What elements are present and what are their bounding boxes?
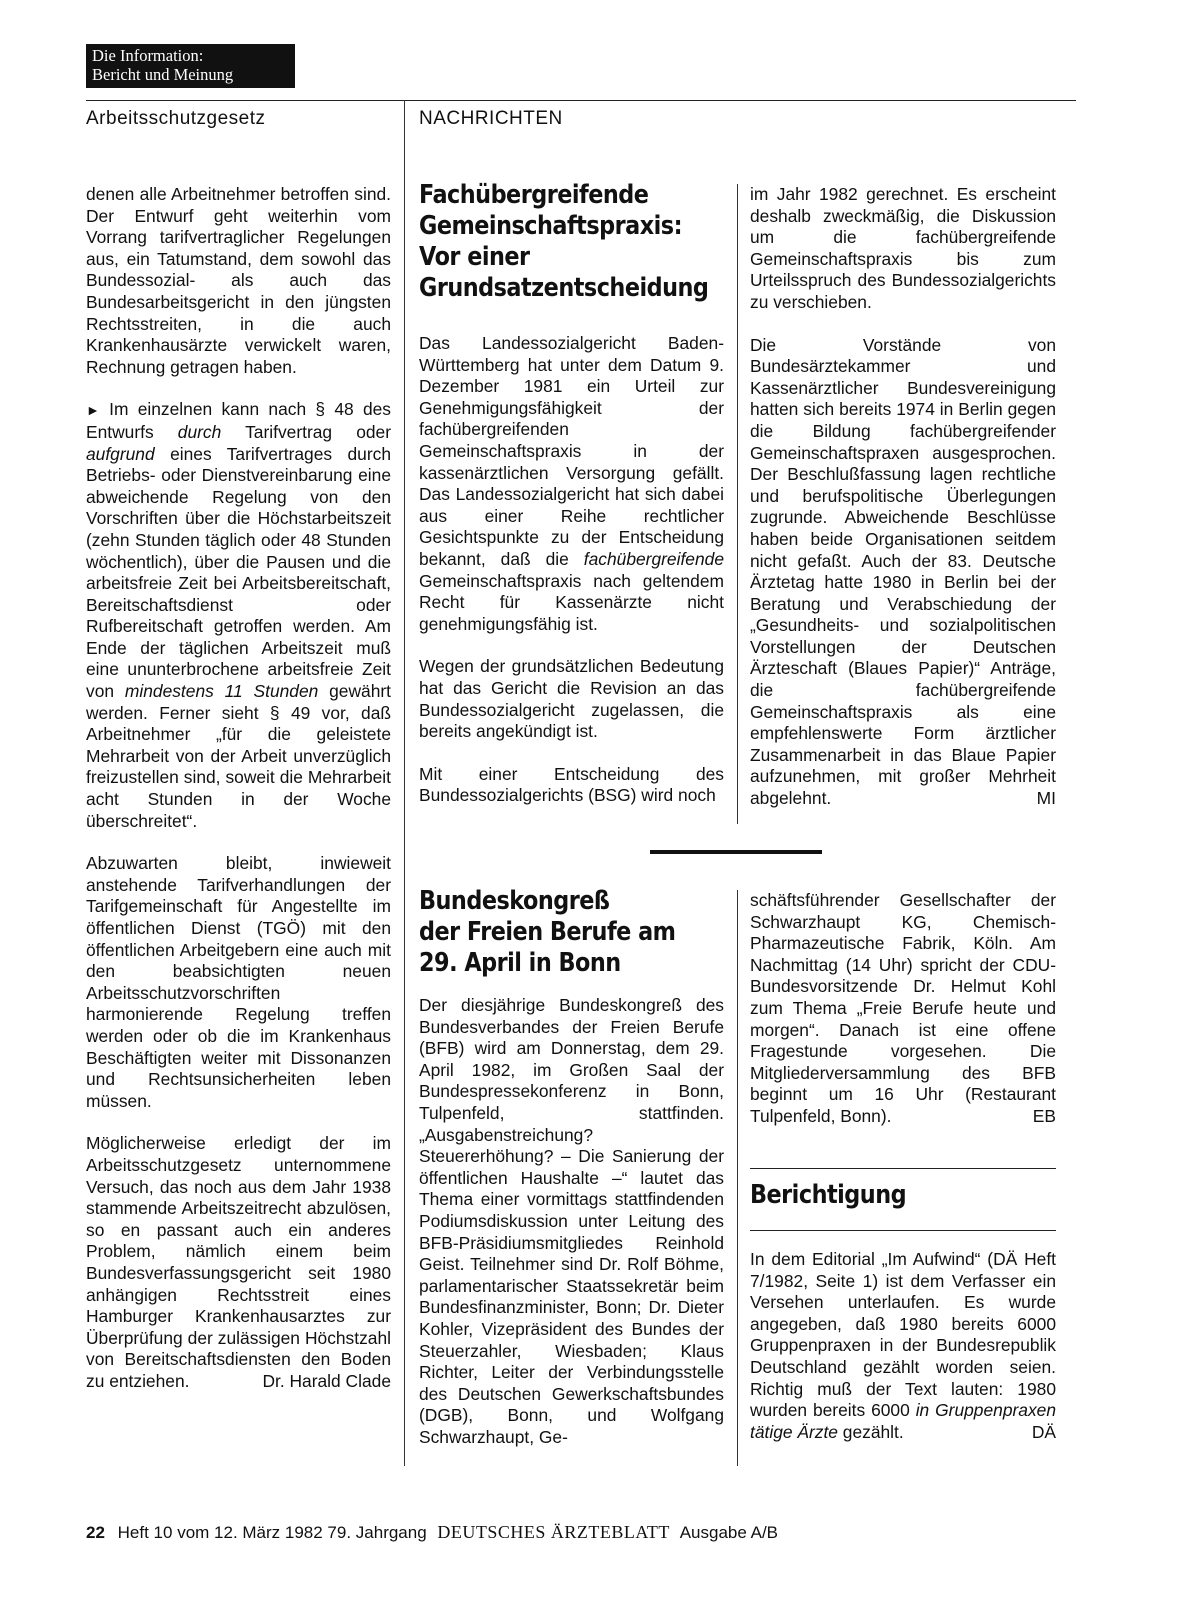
article1-headline: Fachübergreifende Gemeinschaftspraxis: Vor einer Grundsatzentscheidung — [419, 180, 709, 303]
right-section-title: NACHRICHTEN — [419, 108, 563, 129]
article2-paragraph-1: Der diesjährige Bundeskongreß des Bundesverbandes der Freien Berufe (BFB) wird am Donnerstag, dem 29. April 1982, im Großen Saal der Bundespressekonferenz in Bonn, Tulpenfeld, stattfinden. „Ausgabenstreichung? Steuererhöhung? – Die Sanierung der öffentlichen Haushalte –“ lautet das Thema einer vormittags stattfindenden Podiumsdiskussion unter Leitung des BFB-Präsidiumsmitgliedes Reinhold Geist. Teilnehmer sind Dr. Rolf Böhme, parlamentarischer Staatssekretär beim Bundesfinanzminister, Bonn; Dr. Dieter Kohler, Vizepräsident des Bundes der Steuerzahler, Wiesbaden; Klaus Richter, Leiter der Verbindungsstelle des Deutschen Gewerkschaftsbundes (DGB), Bonn, und Wolfgang Schwarzhaupt, Ge- — [419, 995, 724, 1447]
left-paragraph-4: Möglicherweise erledigt der im Arbeitsschutzgesetz unternommene Versuch, das noch aus dem Jahr 1938 stammende Arbeitszeitrecht abzulösen, so en passant auch ein anderes Problem, nämlich einem beim Bundesverfassungsgericht seit 1980 anhängigen Rechtsstreit eines Hamburger Krankenhausarztes zur Überprüfung der zulässigen Höchstzahl von Bereitschaftsdiensten den Boden zu entziehen. Dr. Harald Clade — [86, 1133, 391, 1391]
article2-paragraph-2: schäftsführender Gesellschafter der Schwarzhaupt KG, Chemisch-Pharmazeutische Fabrik, Köln. Am Nachmittag (14 Uhr) spricht der CDU-Bundesvorsitzende Dr. Helmut Kohl zum Thema „Freie Berufe heute und morgen“. Danach ist eine offene Fragestunde vorgesehen. Die Mitgliederversammlung des BFB beginnt um 16 Uhr (Restaurant Tulpenfeld, Bonn). EB — [750, 890, 1056, 1126]
page-number: 22 — [86, 1523, 105, 1542]
article2-headline: Bundeskongreß der Freien Berufe am 29. April in Bonn — [419, 886, 676, 978]
left-paragraph-1: denen alle Arbeitnehmer betroffen sind. Der Entwurf geht weiterhin vom Vorrang tarifvertraglicher Regelungen aus, ein Tatumstand, dem sowohl das Bundessozial- als auch das Bundesarbeitsgericht in den jüngsten Rechtsstreiten, in die auch Krankenhausärzte verwickelt waren, Rechnung getragen haben. — [86, 184, 391, 377]
column-divider-lower-right — [737, 890, 738, 1466]
left-paragraph-3: Abzuwarten bleibt, inwieweit anstehende Tarifverhandlungen der Tarifgemeinschaft für Angestellte im öffentlichen Dienst (TGÖ) mit den öffentlichen Arbeitgebern eine auch mit den beabsichtigten neuen Arbeitsschutzvorschriften harmonierende Regelung treffen werden oder ob die im Krankenhaus Beschäftigten weiter mit Dissonanzen und Rechtsunsicherheiten leben müssen. — [86, 853, 391, 1111]
left-paragraph-2: ► Im einzelnen kann nach § 48 des Entwurfs durch Tarifvertrag oder aufgrund eines Tarifvertrages durch Betriebs- oder Dienstvereinbarung eine abweichende Regelung von den Vorschriften über die Höchstarbeitszeit (zehn Stunden täglich oder 48 Stunden wöchentlich), über die Pausen und die arbeitsfreie Zeit bei Arbeitsbereitschaft, Bereitschaftsdienst oder Rufbereitschaft getroffen werden. Am Ende der täglichen Arbeitszeit muß eine ununterbrochene arbeitsfreie Zeit von mindestens 11 Stunden gewährt werden. Ferner sieht § 49 vor, daß Arbeitnehmer „für die geleistete Mehrarbeit von der Arbeit unverzüglich freizustellen sind, soweit die Mehrarbeit acht Stunden in der Woche überschreitet“. — [86, 399, 392, 831]
article1-column-1 — [419, 333, 724, 807]
author-signature: Dr. Harald Clade — [262, 1370, 391, 1391]
section-badge — [86, 44, 295, 88]
article3-column — [750, 1249, 1056, 1443]
article1-column-2 — [750, 184, 1056, 810]
article1-paragraph-2: Wegen der grundsätzlichen Bedeutung hat das Gericht die Revision an das Bundessozialgericht zugelassen, die bereits angekündigt ist. — [419, 656, 724, 742]
article3-headline: Berichtigung — [750, 1180, 907, 1210]
page-footer — [86, 1522, 778, 1543]
article1-paragraph-5: Die Vorstände von Bundesärztekammer und Kassenärztlicher Bundesvereinigung hatten sich bereits 1974 in Berlin gegen die Bildung fachübergreifender Gemeinschaftspraxen ausgesprochen. Der Beschlußfassung lagen rechtliche und berufspolitische Überlegungen zugrunde. Abweichende Beschlüsse haben beide Organisationen seitdem nicht gefaßt. Auch der 83. Deutsche Ärztetag hatte 1980 in Berlin bei der Beratung und Verabschiedung der „Gesundheits- und sozialpolitischen Vorstellungen der Deutschen Ärzteschaft (Blaues Papier)“ Anträge, die fachübergreifende Gemeinschaftspraxis als eine empfehlenswerte Form ärztlicher Zusammenarbeit in das Blaue Papier aufzunehmen, mit großer Mehrheit abgelehnt. MI — [750, 334, 1056, 809]
left-column-article — [86, 184, 391, 1392]
column-divider-left — [404, 100, 405, 1466]
article2-column-2 — [750, 890, 1056, 1128]
article2-signature: EB — [1032, 1105, 1056, 1126]
column-divider-upper-right — [737, 184, 738, 824]
article1-paragraph-1: Das Landessozialgericht Baden-Württemberg hat unter dem Datum 9. Dezember 1981 ein Urteil zur Genehmigungsfähigkeit der fachübergreifenden Gemeinschaftspraxis in der kassenärztlichen Versorgung gefällt. Das Landessozialgericht hat sich dabei aus einer Reihe rechtlicher Gesichtspunkte zu der Entscheidung bekannt, daß die fachübergreifende Gemeinschaftspraxis nach geltendem Recht für Kassenärzte nicht genehmigungsfähig ist. — [419, 333, 724, 634]
header-rule — [86, 100, 1076, 101]
article1-paragraph-4: im Jahr 1982 gerechnet. Es erscheint deshalb zweckmäßig, die Diskussion um die fachübergreifende Gemeinschaftspraxis bis zum Urteilsspruch des Bundessozialgerichts zu verschieben. — [750, 184, 1056, 312]
edition-info: Ausgabe A/B — [679, 1523, 779, 1542]
berichtigung-top-rule — [750, 1168, 1056, 1169]
issue-info: Heft 10 vom 12. März 1982 79. Jahrgang — [117, 1523, 427, 1542]
article3-signature: DÄ — [1031, 1421, 1056, 1442]
article1-signature: MI — [1036, 788, 1056, 809]
left-section-title: Arbeitsschutzgesetz — [86, 108, 266, 129]
badge-line-2: Bericht und Meinung — [92, 65, 234, 84]
journal-masthead: DEUTSCHES ÄRZTEBLATT — [437, 1522, 670, 1542]
article-separator — [650, 850, 822, 854]
badge-line-1: Die Information: — [92, 46, 204, 65]
article3-paragraph-1: In dem Editorial „Im Aufwind“ (DÄ Heft 7/1982, Seite 1) ist dem Verfasser ein Versehen unterlaufen. Es wurde angegeben, daß 1980 bereits 6000 Gruppenpraxen in der Bundesrepublik Deutschland gezählt worden seien. Richtig muß der Text lauten: 1980 wurden bereits 6000 in Gruppenpraxen tätige Ärzte gezählt. DÄ — [750, 1249, 1056, 1442]
arrow-marker-icon: ► — [86, 402, 100, 419]
article2-column-1 — [419, 995, 724, 1448]
article1-paragraph-3: Mit einer Entscheidung des Bundessozialgerichts (BSG) wird noch — [419, 763, 724, 806]
berichtigung-bottom-rule — [750, 1230, 1056, 1231]
